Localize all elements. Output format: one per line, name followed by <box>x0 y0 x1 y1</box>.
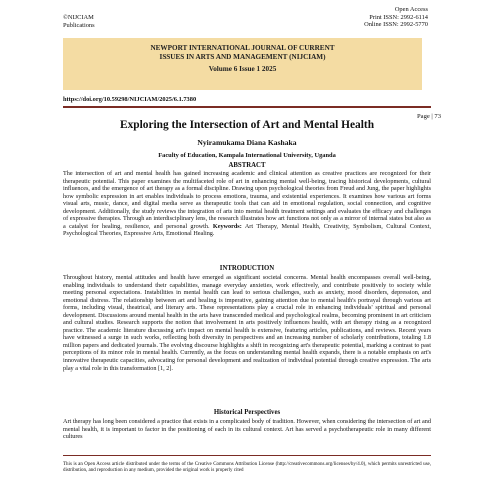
journal-banner <box>63 38 422 90</box>
historical-heading: Historical Perspectives <box>213 409 281 416</box>
journal-name-line2: ISSUES IN ARTS AND MANAGEMENT (NIJCIAM) <box>159 53 326 61</box>
top-divider <box>63 106 431 108</box>
online-issn: Online ISSN: 2992-5770 <box>364 21 428 29</box>
volume-issue: Volume 6 Issue 1 2025 <box>208 65 277 73</box>
keywords-list: Art Therapy, Mental Health, Creativity, Symbolism, Cultural Context, Psychological Theories, Expressive Arts, Emotional Healing. <box>63 222 432 238</box>
abstract-body: The intersection of art and mental health has gained increasing academic and clinical attention as creative practices are recognized for their therapeutic potential. This paper examines the multifaceted role of art in enhancing mental well-being, tracing historical developments, cultural influences, and the emergence of art therapy as a formal discipline. Drawing upon psychological theories from Freud and Jung, the paper highlights how symbolic expression in art enables individuals to process emotions, trauma, and existential experiences. It examines how various art forms visual arts, music, dance, and digital media serve as therapeutic tools that can aid in emotional regulation, social connection, and cognitive development. Additionally, the study reviews the integration of arts into mental health treatment settings and evaluates the efficacy and challenges of expressive therapies. Through an interdisciplinary lens, the research illustrates how art functions not only as a mirror of internal states but also as a catalyst for healing, resilience, and personal growth. <box>63 170 431 230</box>
introduction-text: Throughout history, mental attitudes and health have emerged as significant societal concerns. Mental health encompasses overall well-being, enabling individuals to understand their capabilities, manage everyday anxieties, work effectively, and contribute positively to society while meeting personal expectations. Instabilities in mental health can lead to serious challenges, such as anxiety, mood disorders, depression, and emotional distress. The relationship between art and healing is imperative, gaining attention due to mental health's portrayal through various art forms, including visual, theatrical, and literary arts. These representations play a crucial role in enhancing individuals' spiritual and personal development. Discussions around mental health in the arts have transcended medical and psychological realms, becoming prominent in art criticism and cultural studies. Research supports the notion that involvement in arts positively influences health, with art therapy rising as a recognized practice. The academic literature discussing art's impact on mental health is extensive, featuring articles, publications, and reviews. Recent years have witnessed a surge in such works, reflecting both diversity in perspectives and an increasing number of scholarly contributions, totaling 1.8 million papers and dedicated journals. The evolving discourse highlights a shift in recognizing art's therapeutic potential, marking a contrast to past perceptions of its minor role in mental health. Currently, as the focus on understanding mental health expands, there is a notable emphasis on art's innovative therapeutic capacities, advocating for personal development and realization of individual potential through creative expression. The arts play a vital role in this transformation [1, 2]. <box>63 274 431 372</box>
keywords-label: Keywords: <box>212 222 242 230</box>
publisher-name: ©NIJCIAM <box>63 14 94 21</box>
page-number: Page | 73 <box>416 113 441 120</box>
license-footer: This is an Open Access article distributed under the terms of the Creative Commons Attribution License (http://creativecommons.org/licenses/by/4.0), which permits unrestricted use, distribution, and reproduction in any medium, provided the original work is properly cited <box>63 462 431 474</box>
journal-header <box>0 6 494 36</box>
author-name: Nyiramukama Diana Kashaka <box>197 138 297 147</box>
article-title: Exploring the Intersection of Art and Mental Health <box>119 119 375 131</box>
abstract-heading: ABSTRACT <box>228 162 266 169</box>
author-affiliation: Faculty of Education, Kampala International University, Uganda <box>158 152 336 159</box>
footer-divider <box>63 455 431 456</box>
doi-link[interactable]: https://doi.org/10.59298/NIJCIAM/2025/6.1.7380 <box>63 96 197 103</box>
open-access-label: Open Access <box>394 6 428 13</box>
abstract-text <box>63 170 431 238</box>
historical-text: Art therapy has long been considered a practice that exists in a complicated body of tradition. However, when considering the intersection of art and mental health, it is important to factor in the positioning of each in its cultural context. Art has served a psychotherapeutic role in many different cultures <box>63 418 431 441</box>
print-issn: Print ISSN: 2992-6114 <box>369 13 428 21</box>
introduction-heading: INTRODUCTION <box>219 265 275 272</box>
publisher-sub: Publications <box>63 21 95 29</box>
publisher-block <box>63 14 95 29</box>
issn-block <box>364 6 428 29</box>
journal-name-line1: NEWPORT INTERNATIONAL JOURNAL OF CURRENT <box>150 44 335 52</box>
